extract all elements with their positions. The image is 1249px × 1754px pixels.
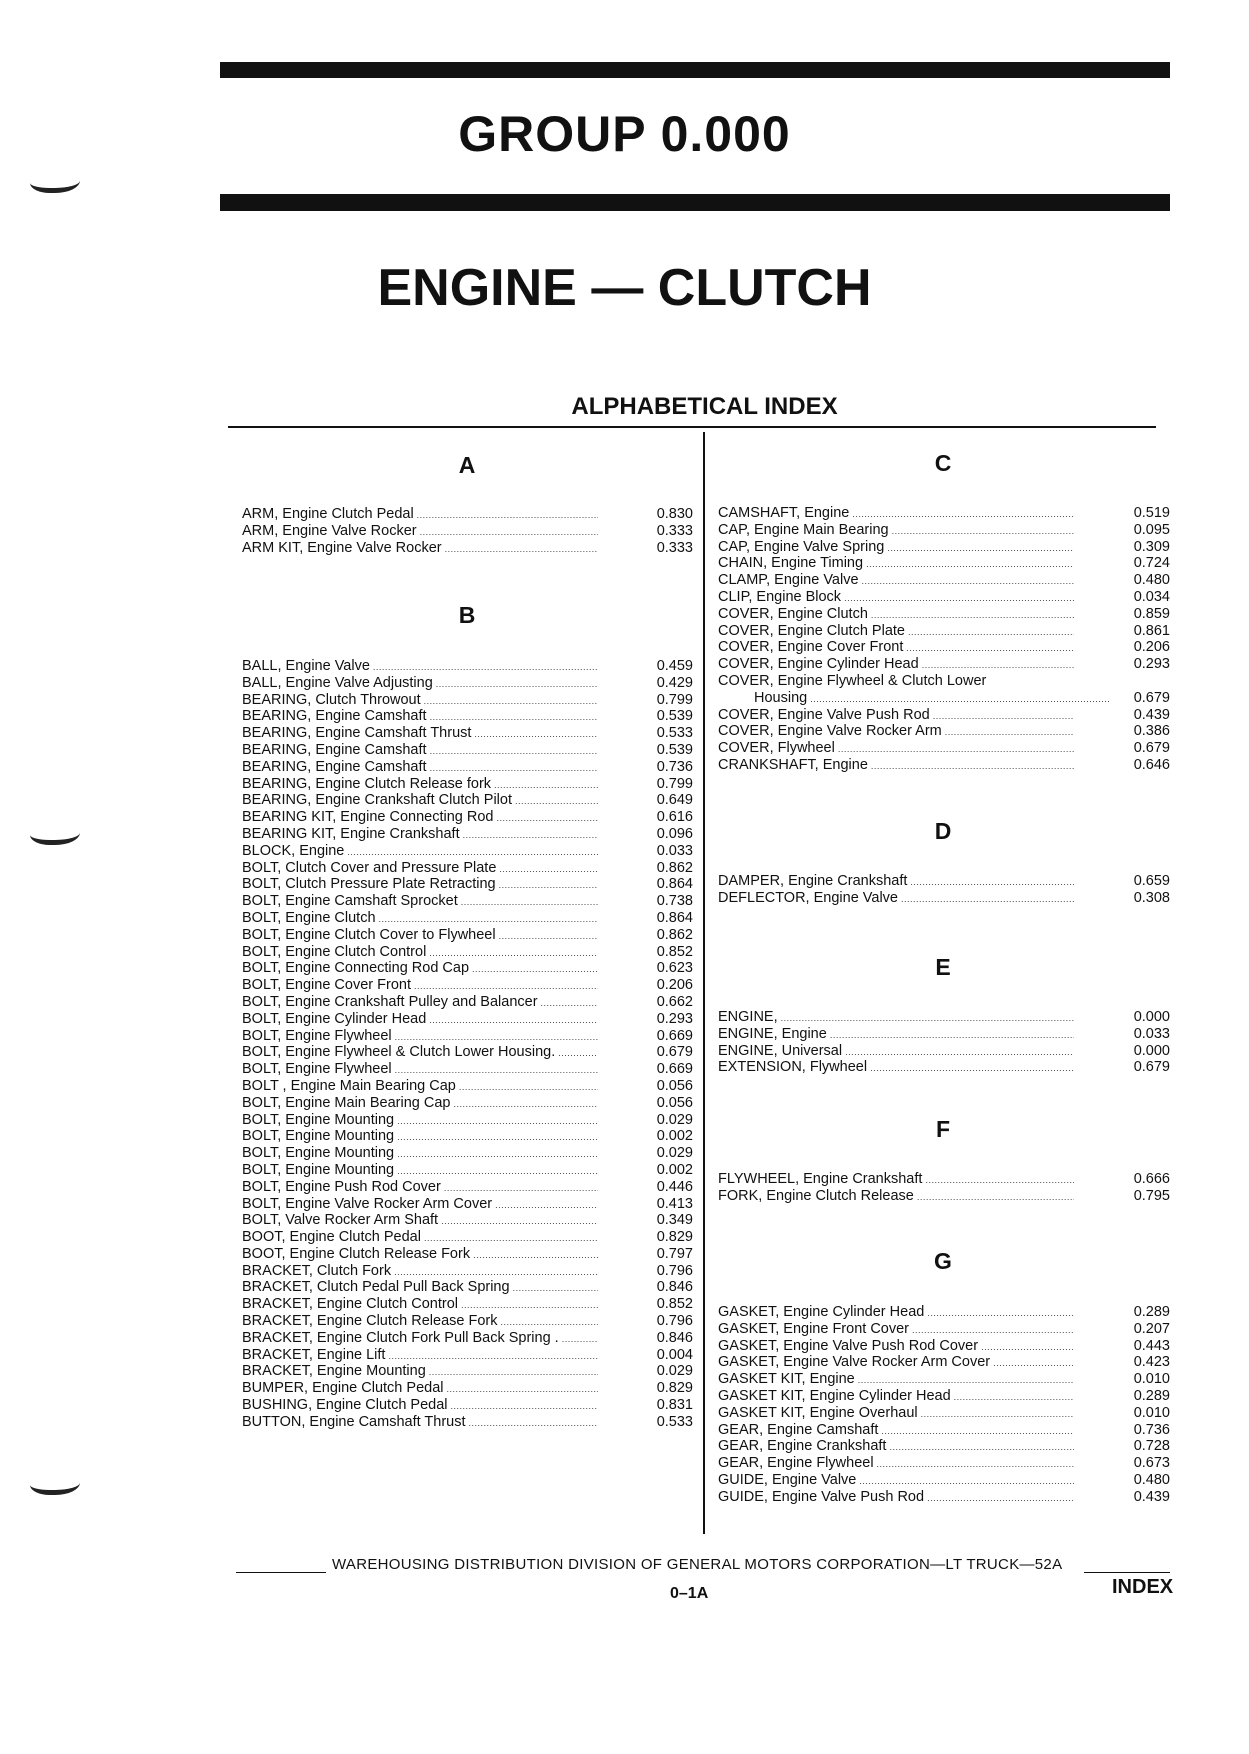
index-entry <box>242 742 695 759</box>
index-entry <box>718 1171 1170 1188</box>
entry-page: 0.864 <box>656 909 693 926</box>
entry-page: 0.533 <box>656 1413 693 1430</box>
page-number: 0–1A <box>670 1585 709 1602</box>
entry-page: 0.862 <box>656 926 693 943</box>
entry-page: 0.289 <box>1133 1304 1170 1320</box>
entry-label: BUSHING, Engine Clutch Pedal ..... <box>242 1397 598 1415</box>
entry-label: BRACKET, Engine Clutch Fork Pull Back Spring . ..... <box>242 1330 598 1348</box>
index-entry <box>242 910 695 927</box>
entries-list <box>718 1171 1170 1205</box>
entry-label: BOLT, Engine Mounting ..... <box>242 1145 598 1163</box>
index-entry <box>718 639 1170 656</box>
entry-page: 0.386 <box>1133 723 1170 740</box>
entry-page: 0.004 <box>656 1346 693 1363</box>
entry-label: ENGINE, Universal ..... <box>718 1043 1074 1061</box>
entry-label: BOLT, Engine Camshaft Sprocket ..... <box>242 893 598 911</box>
entry-label: BUMPER, Engine Clutch Pedal ..... <box>242 1380 598 1398</box>
entry-label: ENGINE, ..... <box>718 1009 1074 1027</box>
index-entry <box>242 944 695 961</box>
entry-label: BRACKET, Engine Clutch Control ..... <box>242 1296 598 1314</box>
index-entry <box>718 1405 1170 1422</box>
index-entry <box>718 1009 1170 1026</box>
entry-label: BEARING, Engine Camshaft ..... <box>242 759 598 777</box>
entry-page: 0.095 <box>1133 521 1170 538</box>
entry-page: 0.539 <box>656 708 693 725</box>
entry-label: BRACKET, Engine Lift ..... <box>242 1347 598 1365</box>
entry-label: BEARING, Engine Clutch Release fork ..... <box>242 776 598 794</box>
binder-hole-mark <box>30 820 80 845</box>
entry-label: COVER, Engine Clutch Plate ..... <box>718 623 1074 641</box>
entry-page: 0.308 <box>1133 889 1170 906</box>
index-entry <box>718 572 1170 589</box>
entry-page: 0.852 <box>656 943 693 960</box>
entry-page: 0.439 <box>1133 706 1170 723</box>
entry-label: BOLT, Clutch Cover and Pressure Plate ..... <box>242 860 598 878</box>
entry-label: BOLT, Engine Cylinder Head ..... <box>242 1011 598 1029</box>
header-rule-top <box>220 62 1170 78</box>
index-entry <box>242 675 695 692</box>
index-entry <box>242 540 695 557</box>
entry-page: 0.533 <box>656 725 693 742</box>
entry-label: ARM KIT, Engine Valve Rocker ..... <box>242 540 598 558</box>
entry-label: CAMSHAFT, Engine ..... <box>718 505 1074 523</box>
index-entry <box>242 523 695 540</box>
entry-page: 0.831 <box>656 1397 693 1414</box>
entry-page: 0.796 <box>656 1313 693 1330</box>
entry-page: 0.029 <box>656 1111 693 1128</box>
entry-page: 0.033 <box>1133 1025 1170 1042</box>
entry-label: BOOT, Engine Clutch Release Fork ..... <box>242 1246 598 1264</box>
entries-list <box>718 1304 1170 1506</box>
index-entry <box>242 893 695 910</box>
entry-label: BOLT, Engine Flywheel & Clutch Lower Housing. ..... <box>242 1044 598 1062</box>
index-entry <box>718 707 1170 724</box>
entry-page: 0.000 <box>1133 1009 1170 1025</box>
index-entry <box>242 1078 695 1095</box>
section-letter: D <box>934 818 952 844</box>
entry-page: 0.029 <box>656 1145 693 1162</box>
entry-page: 0.010 <box>1133 1404 1170 1421</box>
entry-label: BEARING, Engine Camshaft ..... <box>242 742 598 760</box>
entry-label: CHAIN, Engine Timing ..... <box>718 555 1074 573</box>
entry-page: 0.646 <box>1133 756 1170 773</box>
index-entry <box>242 1279 695 1296</box>
index-entry <box>242 658 695 675</box>
entry-page: 0.206 <box>656 977 693 994</box>
footer-publisher: WAREHOUSING DISTRIBUTION DIVISION OF GENERAL MOTORS CORPORATION—LT TRUCK—52A <box>332 1556 1063 1573</box>
entry-label: BOLT, Engine Valve Rocker Arm Cover ..... <box>242 1196 598 1214</box>
index-entry <box>242 1380 695 1397</box>
entry-page: 0.309 <box>1133 538 1170 555</box>
entry-label: CLIP, Engine Block ..... <box>718 589 1074 607</box>
entry-page: 0.797 <box>656 1245 693 1262</box>
section-letter: B <box>458 602 476 628</box>
index-entry <box>242 1011 695 1028</box>
binder-hole-mark <box>30 168 80 193</box>
index-entry <box>242 1112 695 1129</box>
entry-label: BOLT, Clutch Pressure Plate Retracting ..... <box>242 876 598 894</box>
entry-label: GASKET KIT, Engine Overhaul ..... <box>718 1405 1074 1423</box>
entry-label: BALL, Engine Valve Adjusting ..... <box>242 675 598 693</box>
index-entry <box>718 673 1170 690</box>
entry-page: 0.033 <box>656 842 693 859</box>
index-entry <box>718 757 1170 774</box>
entry-page: 0.480 <box>1133 572 1170 589</box>
entry-label: BOLT, Engine Crankshaft Pulley and Balancer ..... <box>242 994 598 1012</box>
index-entry <box>718 505 1170 522</box>
entry-page: 0.519 <box>1133 505 1170 521</box>
entries-list <box>242 506 695 556</box>
index-entry <box>242 1028 695 1045</box>
index-entry <box>242 1347 695 1364</box>
index-entry <box>242 1363 695 1380</box>
index-entry <box>242 1397 695 1414</box>
entry-page: 0.413 <box>656 1195 693 1212</box>
entry-label: COVER, Engine Flywheel & Clutch Lower <box>718 672 987 689</box>
entry-label: DEFLECTOR, Engine Valve ..... <box>718 890 1074 908</box>
entry-label: BOOT, Engine Clutch Pedal ..... <box>242 1229 598 1247</box>
entry-label: BRACKET, Clutch Pedal Pull Back Spring ..... <box>242 1279 598 1297</box>
entry-page: 0.096 <box>656 825 693 842</box>
entry-label: BOLT, Engine Clutch Cover to Flywheel ..... <box>242 927 598 945</box>
entries-list <box>718 873 1170 907</box>
index-entry <box>242 843 695 860</box>
entry-page: 0.679 <box>1133 689 1170 706</box>
entry-label: CAP, Engine Main Bearing ..... <box>718 522 1074 540</box>
index-entry <box>242 977 695 994</box>
index-entry <box>718 589 1170 606</box>
entry-label: GEAR, Engine Flywheel ..... <box>718 1455 1074 1473</box>
entry-label: Housing ..... <box>718 690 1110 708</box>
entry-page: 0.002 <box>656 1161 693 1178</box>
entry-label: BOLT, Engine Flywheel ..... <box>242 1061 598 1079</box>
entry-label: COVER, Flywheel ..... <box>718 740 1074 758</box>
index-entry <box>242 809 695 826</box>
entry-page: 0.649 <box>656 792 693 809</box>
entry-page: 0.673 <box>1133 1455 1170 1472</box>
entry-page: 0.333 <box>656 539 693 556</box>
entry-page: 0.736 <box>656 758 693 775</box>
entry-label: GEAR, Engine Camshaft ..... <box>718 1422 1074 1440</box>
entry-label: ARM, Engine Valve Rocker ..... <box>242 523 598 541</box>
column-divider <box>703 432 705 1534</box>
entry-page: 0.728 <box>1133 1438 1170 1455</box>
entry-label: COVER, Engine Clutch ..... <box>718 606 1074 624</box>
index-entry <box>242 759 695 776</box>
entry-label: BRACKET, Engine Clutch Release Fork ..... <box>242 1313 598 1331</box>
index-entry <box>718 555 1170 572</box>
entry-label: CRANKSHAFT, Engine ..... <box>718 757 1074 775</box>
index-entry <box>718 1043 1170 1060</box>
entry-page: 0.289 <box>1133 1387 1170 1404</box>
index-entry <box>242 1162 695 1179</box>
entry-label: COVER, Engine Valve Rocker Arm ..... <box>718 723 1074 741</box>
entry-page: 0.666 <box>1133 1171 1170 1187</box>
index-entry <box>242 994 695 1011</box>
index-entry <box>718 1472 1170 1489</box>
index-entry <box>242 506 695 523</box>
index-entry <box>242 1095 695 1112</box>
entry-label: GASKET, Engine Front Cover ..... <box>718 1321 1074 1339</box>
entry-label: BOLT, Engine Cover Front ..... <box>242 977 598 995</box>
index-entry <box>718 1489 1170 1506</box>
entry-page: 0.010 <box>1133 1371 1170 1388</box>
index-entry <box>242 1246 695 1263</box>
entry-page: 0.333 <box>656 522 693 539</box>
entry-page: 0.862 <box>656 859 693 876</box>
index-entry <box>242 1179 695 1196</box>
index-entry <box>718 1321 1170 1338</box>
entry-label: BRACKET, Clutch Fork ..... <box>242 1263 598 1281</box>
entry-page: 0.799 <box>656 775 693 792</box>
entry-label: BALL, Engine Valve ..... <box>242 658 598 676</box>
entry-page: 0.864 <box>656 876 693 893</box>
index-entry <box>242 826 695 843</box>
entry-label: GASKET KIT, Engine Cylinder Head ..... <box>718 1388 1074 1406</box>
entry-page: 0.443 <box>1133 1337 1170 1354</box>
index-entry <box>718 606 1170 623</box>
entry-page: 0.830 <box>656 506 693 522</box>
entry-label: BOLT , Engine Main Bearing Cap ..... <box>242 1078 598 1096</box>
entry-label: BOLT, Engine Mounting ..... <box>242 1128 598 1146</box>
entries-list <box>718 505 1170 774</box>
section-letter: A <box>458 452 476 478</box>
entry-label: GASKET, Engine Valve Rocker Arm Cover ..... <box>718 1354 1074 1372</box>
entry-page: 0.724 <box>1133 555 1170 572</box>
index-entry <box>242 1196 695 1213</box>
entries-list <box>242 658 695 1431</box>
entry-label: BEARING, Engine Camshaft ..... <box>242 708 598 726</box>
section-letter: E <box>935 954 951 980</box>
entry-label: BRACKET, Engine Mounting ..... <box>242 1363 598 1381</box>
entry-page: 0.056 <box>656 1077 693 1094</box>
entry-page: 0.846 <box>656 1329 693 1346</box>
entry-page: 0.796 <box>656 1262 693 1279</box>
entry-page: 0.206 <box>1133 639 1170 656</box>
main-title: ENGINE — CLUTCH <box>377 259 872 317</box>
entry-label: ENGINE, Engine ..... <box>718 1026 1074 1044</box>
entry-page: 0.207 <box>1133 1320 1170 1337</box>
entry-label: BOLT, Engine Push Rod Cover ..... <box>242 1179 598 1197</box>
entry-page: 0.852 <box>656 1296 693 1313</box>
entry-label: BOLT, Engine Clutch Control ..... <box>242 944 598 962</box>
entry-label: BOLT, Engine Flywheel ..... <box>242 1028 598 1046</box>
entry-page: 0.293 <box>656 1010 693 1027</box>
entry-page: 0.846 <box>656 1279 693 1296</box>
entry-label: BOLT, Engine Connecting Rod Cap ..... <box>242 960 598 978</box>
entry-page: 0.034 <box>1133 588 1170 605</box>
index-entry <box>242 960 695 977</box>
entry-page: 0.029 <box>656 1363 693 1380</box>
index-entry <box>718 873 1170 890</box>
index-entry <box>242 1212 695 1229</box>
index-entry <box>242 776 695 793</box>
entry-page: 0.429 <box>656 674 693 691</box>
entry-label: GUIDE, Engine Valve ..... <box>718 1472 1074 1490</box>
entry-page: 0.459 <box>656 658 693 674</box>
index-entry <box>718 1422 1170 1439</box>
entry-label: BEARING, Engine Camshaft Thrust ..... <box>242 725 598 743</box>
index-entry <box>242 1044 695 1061</box>
entry-page: 0.861 <box>1133 622 1170 639</box>
index-entry <box>718 740 1170 757</box>
index-entry <box>718 522 1170 539</box>
index-entry <box>718 539 1170 556</box>
entry-label: BLOCK, Engine ..... <box>242 843 598 861</box>
entry-label: GUIDE, Engine Valve Push Rod ..... <box>718 1489 1074 1507</box>
index-entry <box>718 1354 1170 1371</box>
entry-page: 0.669 <box>656 1061 693 1078</box>
index-entry <box>718 1388 1170 1405</box>
index-entry <box>718 890 1170 907</box>
entry-label: EXTENSION, Flywheel ..... <box>718 1059 1074 1077</box>
entry-page: 0.002 <box>656 1128 693 1145</box>
entry-label: BOLT, Engine Mounting ..... <box>242 1112 598 1130</box>
index-entry <box>242 1296 695 1313</box>
entry-label: BOLT, Engine Main Bearing Cap ..... <box>242 1095 598 1113</box>
entry-page: 0.623 <box>656 960 693 977</box>
entries-list <box>718 1009 1170 1076</box>
entry-page: 0.736 <box>1133 1421 1170 1438</box>
entry-page: 0.616 <box>656 809 693 826</box>
entry-label: COVER, Engine Valve Push Rod ..... <box>718 707 1074 725</box>
entry-page: 0.423 <box>1133 1354 1170 1371</box>
index-entry <box>242 1313 695 1330</box>
entry-page: 0.659 <box>1133 873 1170 889</box>
entry-label: CAP, Engine Valve Spring ..... <box>718 539 1074 557</box>
index-entry <box>718 1188 1170 1205</box>
index-entry <box>242 1229 695 1246</box>
index-entry <box>718 1438 1170 1455</box>
entry-label: BEARING, Engine Crankshaft Clutch Pilot ..... <box>242 792 598 810</box>
entry-page: 0.000 <box>1133 1042 1170 1059</box>
entry-label: COVER, Engine Cylinder Head ..... <box>718 656 1074 674</box>
index-entry <box>242 792 695 809</box>
section-letter: C <box>934 450 952 476</box>
entry-page: 0.829 <box>656 1229 693 1246</box>
entry-label: DAMPER, Engine Crankshaft ..... <box>718 873 1074 891</box>
index-entry <box>718 1371 1170 1388</box>
entry-page: 0.859 <box>1133 605 1170 622</box>
section-letter: G <box>934 1248 952 1274</box>
index-entry <box>718 1026 1170 1043</box>
index-entry <box>242 725 695 742</box>
entry-page: 0.829 <box>656 1380 693 1397</box>
entry-page: 0.669 <box>656 1027 693 1044</box>
index-entry <box>242 1414 695 1431</box>
index-rule <box>228 426 1156 428</box>
entry-label: BEARING, Clutch Throwout ..... <box>242 692 598 710</box>
binder-hole-mark <box>30 1470 80 1495</box>
index-entry <box>718 623 1170 640</box>
index-entry <box>718 723 1170 740</box>
index-entry <box>242 708 695 725</box>
index-entry <box>718 1455 1170 1472</box>
index-entry <box>718 690 1170 707</box>
footer-rule-right <box>1084 1572 1170 1573</box>
index-entry <box>242 860 695 877</box>
header-rule-bottom <box>220 194 1170 211</box>
entry-page: 0.679 <box>1133 1059 1170 1076</box>
entry-label: GEAR, Engine Crankshaft ..... <box>718 1438 1074 1456</box>
entry-page: 0.293 <box>1133 656 1170 673</box>
entry-label: BOLT, Engine Clutch ..... <box>242 910 598 928</box>
entry-label: GASKET, Engine Cylinder Head ..... <box>718 1304 1074 1322</box>
entry-label: BEARING KIT, Engine Crankshaft ..... <box>242 826 598 844</box>
index-entry <box>718 1059 1170 1076</box>
index-entry <box>718 1338 1170 1355</box>
group-title: GROUP 0.000 <box>458 106 791 162</box>
entry-label: BOLT, Valve Rocker Arm Shaft ..... <box>242 1212 598 1230</box>
index-title: ALPHABETICAL INDEX <box>571 393 838 420</box>
entry-page: 0.679 <box>656 1044 693 1061</box>
entry-label: ARM, Engine Clutch Pedal ..... <box>242 506 598 524</box>
entry-page: 0.679 <box>1133 740 1170 757</box>
entry-label: FORK, Engine Clutch Release ..... <box>718 1188 1074 1206</box>
index-entry <box>242 876 695 893</box>
index-entry <box>242 1330 695 1347</box>
entry-page: 0.539 <box>656 741 693 758</box>
index-label: INDEX <box>1112 1576 1174 1598</box>
entry-page: 0.799 <box>656 691 693 708</box>
entry-label: GASKET KIT, Engine ..... <box>718 1371 1074 1389</box>
entry-label: GASKET, Engine Valve Push Rod Cover ..... <box>718 1338 1074 1356</box>
entry-page: 0.738 <box>656 893 693 910</box>
entry-page: 0.056 <box>656 1094 693 1111</box>
entry-page: 0.446 <box>656 1178 693 1195</box>
footer-rule-left <box>236 1572 326 1573</box>
index-entry <box>242 1263 695 1280</box>
index-entry <box>718 1304 1170 1321</box>
index-entry <box>242 1128 695 1145</box>
index-entry <box>242 692 695 709</box>
index-entry <box>242 1061 695 1078</box>
index-entry <box>242 927 695 944</box>
entry-label: CLAMP, Engine Valve ..... <box>718 572 1074 590</box>
entry-label: BUTTON, Engine Camshaft Thrust ..... <box>242 1414 598 1432</box>
entry-label: COVER, Engine Cover Front ..... <box>718 639 1074 657</box>
entry-label: FLYWHEEL, Engine Crankshaft ..... <box>718 1171 1074 1189</box>
entry-page: 0.349 <box>656 1212 693 1229</box>
entry-page: 0.662 <box>656 993 693 1010</box>
index-entry <box>242 1145 695 1162</box>
entry-label: BOLT, Engine Mounting ..... <box>242 1162 598 1180</box>
section-letter: F <box>935 1116 951 1142</box>
entry-page: 0.795 <box>1133 1187 1170 1204</box>
entry-page: 0.439 <box>1133 1488 1170 1505</box>
index-entry <box>718 656 1170 673</box>
entry-page: 0.480 <box>1133 1471 1170 1488</box>
entry-label: BEARING KIT, Engine Connecting Rod ..... <box>242 809 598 827</box>
